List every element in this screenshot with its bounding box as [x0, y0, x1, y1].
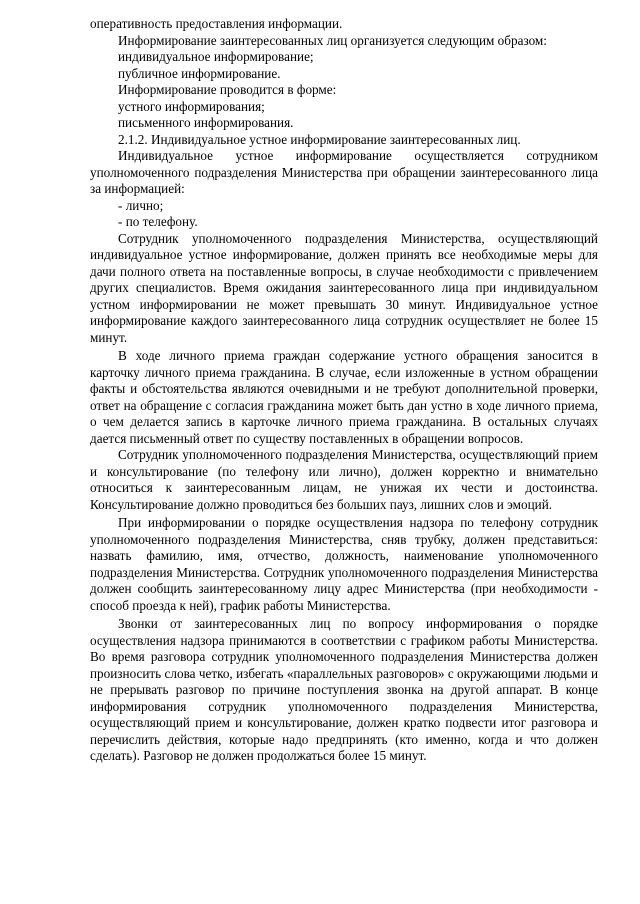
section-heading: 2.1.2. Индивидуальное устное информирование заинтересованных лиц. [118, 131, 521, 147]
list-item: - лично; [118, 197, 164, 213]
paragraph: В ходе личного приема граждан содержание устного обращения заносится в карточку личного приема гражданина. В случае, если изложенные в устном обращении факты и обстоятельства являются очевидными и не требуют дополнительной проверки, ответ на обращение с согласия гражданина может быть дан устно в ходе личного приема, о чем делается запись в карточке личного приема гражданина. В остальных случаях дается письменный ответ по существу поставленных в обращении вопросов. [90, 348, 598, 446]
list-item: - по телефону. [118, 214, 198, 229]
text-line: публичное информирование. [118, 65, 281, 81]
document-page [90, 16, 598, 765]
text-line: Информирование заинтересованных лиц организуется следующим образом: [118, 32, 547, 48]
text-line: Информирование проводится в форме: [118, 82, 337, 97]
paragraph: Звонки от заинтересованных лиц по вопросу информирования о порядке осуществления надзора принимаются в соответствии с графиком работы Министерства. Во время разговора сотрудник уполномоченного подразделения Министерства должен произносить слова четко, избегать «параллельных разговоров» с окружающими людьми и не прерывать разговор по причине поступления звонка на другой аппарат. В конце информирования сотрудник уполномоченного подразделения Министерства, осуществляющий прием и консультирование, должен кратко подвести итог разговора и перечислить действия, которые надо предпринять (кто именно, когда и что должен сделать). Разговор не должен продолжаться более 15 минут. [90, 616, 598, 763]
text-line: оперативность предоставления информации. [90, 16, 343, 31]
paragraph: Индивидуальное устное информирование осуществляется сотрудником уполномоченного подразделения Министерства при обращении заинтересованного лица за информацией: [90, 148, 598, 196]
paragraph: При информировании о порядке осуществления надзора по телефону сотрудник уполномоченного подразделения Министерства, сняв трубку, должен представиться: назвать фамилию, имя, отчество, должность, наименование уполномоченного подразделения Министерства. Сотрудник уполномоченного подразделения Министерства должен сообщить заинтересованному лицу адрес Министерства (при необходимости - способ проезда к ней), график работы Министерства. [90, 515, 598, 613]
text-line: письменного информирования. [118, 115, 294, 130]
text-line: устного информирования; [118, 98, 265, 114]
paragraph: Сотрудник уполномоченного подразделения Министерства, осуществляющий прием и консультирование (по телефону или лично), должен корректно и внимательно относиться к заинтересованным лицам, не унижая их чести и достоинства. Консультирование должно проводиться без больших пауз, лишних слов и эмоций. [90, 447, 598, 512]
text-line: индивидуальное информирование; [118, 49, 314, 64]
paragraph: Сотрудник уполномоченного подразделения Министерства, осуществляющий индивидуальное устное информирование, должен принять все необходимые меры для дачи полного ответа на поставленные вопросы, в случае необходимости с привлечением других специалистов. Время ожидания заинтересованного лица при индивидуальном устном информировании не может превышать 30 минут. Индивидуальное устное информирование каждого заинтересованного лица сотрудник осуществляет не более 15 минут. [90, 230, 598, 345]
